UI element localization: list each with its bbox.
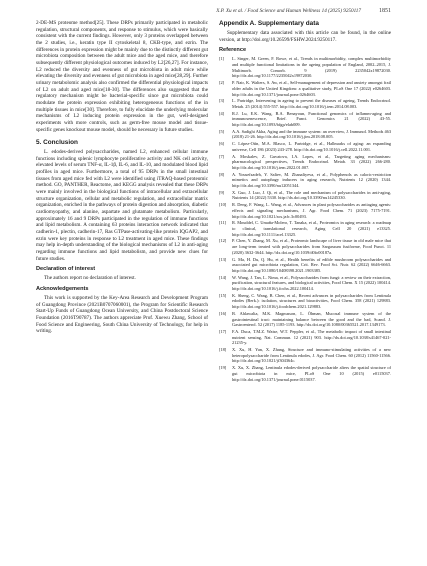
appendix-heading: Appendix A. Supplementary data — [219, 20, 319, 27]
reference-number: [9] — [219, 189, 225, 195]
reference-text: R. Mouddel, C. Umaña-Molero, T. Tanaka, et al., Proteomics in aging research: a roadmap to clinical, translational research, Aging Cell 20 (2021) e13325. http://dx.doi.org/10.1111/acel.13325. — [232, 220, 391, 237]
discussion-paragraph: 2-DE-MS proteome method[25]. These DRPs primarily participated in metabolic regulation, structural components, and response to stimulus, which were basically consistent with the current findings. However, only 3 proteins overlapped between the 2 studies, i.e., keratin type II cytoskeletal 8, CKB-type, and ezrin. The differences in protein expression might be mainly due to the distinctly different gut microbiota composition between the adult mice and the aged mice, and therefore subsequently different physiological outcomes induced by L2[26,27]. For instance, L2 reduced the diversity and evenness of gut microbiota in adult mice while elevating the diversity and evenness of gut microbiota in aged mice[28,29]. Further urinary metabolomic analysis also confirmed the differential physiological impacts of L2 on adult and aged mice[18-30]. The differences also suggested that the regulatory mechanism might be bacterial-specific since gut microbiota could modulate the protein expression exhibiting heterogeneous functions of the in multiple tissues in mice[30]. Therefore, to fully elucidate the underlying molecular mechanisms of L2 inducing protein expression in the gut, well-designed experiments with more controls, such as germ-free mouse model and tissue-specific genes knockout mouse model, should be necessary in future studies. — [36, 20, 208, 133]
reference-number: [4] — [219, 110, 225, 116]
conclusion-paragraph: L. edodes-derived polysaccharides, named L2, enhanced cellular immune functions including splenic lymphocyte proliferative activity and NK cell activity, elevated levels of serum TNF-α, IL-1β, IL-6, and IL-10, and modulated blood lipid profiles in aged mice. Furthermore, a total of 95 DRPs in the small intestinal tissues from aged mice fed with L2 were identified using iTRAQ-based proteomic method. GO, PANTHER, Reactome, and KEGG analysis revealed that these DRPs were mainly involved in the biological functions of intracellular and extracellular structure organization, cellular and metabolic regulation, and extracellular matrix organization, enriched in the pathways of protein digestion and absorption, diabetic cardiomyopathy, and alanine, aspartate and glutamate metabolism. Particularly, approximately 16 and 9 DRPs participated in the regulation of immune functions and lipid metabolism. A containing 63 proteins interaction network indicated that cadherin-1, plectin, cadherin-17, Ras GTPase-activating-like protein IQGAP2, and ezrin were key proteins in response to L2 treatment in aged mice. These findings may help in-depth understanding of the biological mechanisms of L2 in anti-aging regarding immune functions and lipid metabolism, and provide new clues for future studies. — [36, 149, 208, 262]
reference-item — [219, 238, 391, 255]
reference-text: W. Wang, J. Tan, L. Nima, et al., Polysaccharides from fungi: a review on their extraction, purification, structural features, and biological activities, Food Chem. X 15 (2022) 100414. http://dx.doi.org/10.1016/j.fochx.2022.100414. — [232, 274, 391, 292]
reference-text: P. Nair, K. Walters, S. Aw, et al., Self-management of depression and anxiety amongst frail older adults in the United Kingdom: a qualitative study, PLoS One 17 (2022) e0264603. http://dx.doi.org/10.1371/journal.pone.0264603. — [232, 80, 391, 97]
running-header — [36, 8, 391, 18]
acknowledgements-heading: Acknowledgements — [36, 285, 89, 292]
reference-text: P. Chen, Y. Zhang, M. Xu, et al., Proteomic landscape of liver tissue in old male mice that are long-term treated with polysaccharides from Sargassum fusiforme, Food Funct. 11 (2020) 3632-3644. http://dx.doi.org/10.1039/d0fo00187a. — [232, 238, 391, 255]
reference-item — [219, 141, 391, 152]
left-column — [36, 20, 208, 337]
reference-item — [219, 98, 391, 109]
journal-citation: X.P. Xu et al. / Food Science and Human Wellness 14 (2025) 9250117 — [216, 8, 361, 14]
reference-item — [219, 257, 391, 274]
reference-text: A. Yousefzadeh, Y. Saliev, M. Zhanaliyeva, et al., Polyphenols as caloric-restriction mimetics and autophagy inducers in aging research, Nutrients 12 (2020) 1344. http://dx.doi.org/10.3390/nu12051344. — [232, 171, 391, 189]
reference-item — [219, 347, 391, 364]
right-column — [219, 20, 391, 383]
reference-text: A.A. Sadighi Akha, Aging and the immune system: an overview, J. Immunol. Methods 463 (2018) 21-26. http://dx.doi.org/10.1016/j.jim.2018.08.005. — [232, 128, 391, 140]
reference-number: [14] — [219, 274, 227, 280]
reference-number: [6] — [219, 141, 225, 147]
reference-number: [19] — [219, 365, 227, 371]
reference-text: X. Xu, X. Zhang, Lentinula edodes-derived polysaccharide alters the spatial structure of gut microbiota in mice, PLoS One 10 (2015) e0115037. http://dx.doi.org/10.1371/journal.pone.0115037. — [232, 365, 391, 382]
reference-number: [16] — [219, 310, 227, 316]
reference-number: [10] — [219, 202, 227, 208]
reference-text: F.A. Duca, T.M.Z. Waise, W.T. Peppler, et al., The metabolic impact of small intestinal nutrient sensing, Nat. Commun. 12 (2021) 903. http://dx.doi.org/10.1038/s41467-021-21235-y. — [232, 328, 391, 346]
reference-item — [219, 111, 391, 128]
reference-item — [219, 220, 391, 237]
reference-item — [219, 56, 391, 79]
reference-item — [219, 293, 391, 310]
reference-item — [219, 172, 391, 189]
reference-item — [219, 154, 391, 171]
reference-text: R. Deng, F. Wang, L. Wang, et al., Advances in plant polysaccharides as antiaging agents: effects and signaling mechanisms, J. Agr. Food Chem. 71 (2023) 7175-7191. http://dx.doi.org/10.1021/acs.jafc.3c00493. — [232, 202, 391, 219]
reference-item — [219, 202, 391, 219]
reference-text: K. Sheng, C. Wang, B. Chen, et al., Recent advances in polysaccharides from Lentinula edodes (Berk.): isolation, structures and bioactivities, Food Chem. 358 (2021) 129883. http://dx.doi.org/10.1016/j.foodchem.2021.129883. — [232, 292, 391, 310]
reference-item — [219, 190, 391, 201]
acknowledgements-text: This work is supported by the Key-Area Research and Development Program of Guangdong Province (2021B0707060001), the Program for Scientific Research Start-Up Funds of Guangdong Ocean University, and China Postdoctoral Science Foundation (2016T90787). The authors appreciate Prof. Xuewu Zhang, School of Food Science and Engineering, South China University of Technology, for help in writing. — [36, 294, 208, 335]
references-heading: Reference — [219, 47, 247, 54]
reference-number: [17] — [219, 328, 227, 334]
reference-text: B. Ahlawalia, M.K. Magnusson, L. Öhman, Mucosal immune system of the gastrointestinal tract: maintaining balance between the good and the bad, Scand. J. Gastroenterol. 52 (2017) 1185-1193. http://dx.doi.org/10.1080/00365521.2017.1349173. — [232, 310, 391, 328]
reference-text: G. Ma, H. Du, Q. Hu, et al., Health benefits of edible mushroom polysaccharides and associated gut microbiota regulation, Crit. Rev. Food Sci. Nutr. 62 (2022) 6646-6663. http://dx.doi.org/10.1080/10408398.2021.1903385. — [232, 256, 391, 273]
reference-text: X. Xu, H. Yan, X. Zhang, Structure and immuno-stimulating activities of a new heteropolysaccharide from Lentinula edodes, J. Agr. Food Chem. 60 (2012) 11560-11566. http://dx.doi.org/10.1021/jf304364c. — [232, 347, 391, 364]
reference-text: L. Singer, M. Green, F. Rowe, et al., Trends in multimorbidity, complex multimorbidity and multiple functional limitations in the ageing population of England, 2002–2015, J. Multimorb. Comorb. 9 (2019) 2235042x19872030. http://dx.doi.org/10.1177/2235042x19872030. — [232, 56, 391, 79]
reference-number: [11] — [219, 220, 227, 226]
conclusion-heading: 5. Conclusion — [36, 139, 78, 147]
reference-number: [18] — [219, 347, 227, 353]
reference-item — [219, 329, 391, 346]
reference-text: C. López-Otín, M.A. Blasco, L. Partridge, et al., Hallmarks of aging: an expanding universe, Cell 186 (2023) 243-278. http://dx.doi.org/10.1016/j.cell.2022.11.001. — [232, 141, 391, 152]
reference-number: [15] — [219, 292, 227, 298]
reference-number: [13] — [219, 256, 227, 262]
reference-text: R.J. Lu, E.K. Wang, B.A. Benayoun, Functional genomics of inflamm-aging and immunosenescence, Brief. Funct. Genomics 21 (2022) 43-55. http://dx.doi.org/10.1093/bfgp/elab009. — [232, 110, 391, 128]
reference-item — [219, 275, 391, 292]
reference-list — [219, 56, 391, 382]
reference-number: [8] — [219, 171, 225, 177]
reference-number: [1] — [219, 56, 225, 62]
reference-text: L. Partridge, Intervening in ageing to prevent the diseases of ageing, Trends Endocrinol. Metab. 25 (2014) 555-557. http://dx.doi.org/10.1016/j.tem.2014.08.003. — [232, 98, 391, 109]
reference-number: [12] — [219, 238, 227, 244]
page-number: 1851 — [379, 8, 391, 14]
declaration-text: The authors report no declaration of interest. — [44, 275, 136, 282]
reference-item — [219, 129, 391, 140]
reference-text: A. Moskalev, Z. Guvatova, I.A. Lopes, et al., Targeting aging mechanisms: pharmacological perspectives, Trends Endocrinol. Metab. 33 (2022) 266-280. http://dx.doi.org/10.1016/j.tem.2022.01.007. — [232, 153, 391, 170]
reference-number: [3] — [219, 98, 225, 104]
reference-number: [7] — [219, 153, 225, 159]
reference-item — [219, 365, 391, 382]
appendix-text: Supplementary data associated with this article can be found, in the online version, at http://doi.org/10.26599/FSHW.2024.9250117. — [219, 30, 391, 43]
reference-text: X. Guo, J. Luo, J. Qi, et al., The role and mechanism of polysaccharides in anti-aging, Nutrients 14 (2022) 5330. http://dx.doi.org/10.3390/nu14245330. — [232, 189, 391, 201]
declaration-heading: Declaration of interest — [36, 266, 96, 273]
reference-item — [219, 80, 391, 97]
reference-number: [2] — [219, 80, 225, 86]
reference-number: [5] — [219, 128, 225, 134]
reference-item — [219, 311, 391, 328]
